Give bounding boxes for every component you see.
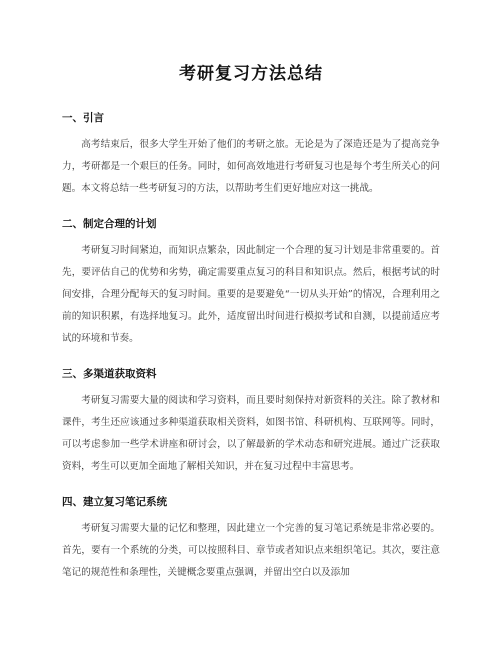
section-paragraph: 考研复习需要大量的阅读和学习资料，而且要时刻保持对新资料的关注。除了教材和课件，考生还应该通过多种渠道获取相关资料，如图书馆、科研机构、互联网等。同时，可以考虑参加一些学术讲座和研讨会，以了解最新的学术动态和研究进展。通过广泛获取资料，考生可以更加全面地了解相关知识，并在复习过程中丰富思考。 bbox=[62, 395, 440, 472]
section-paragraph: 考研复习时间紧迫，而知识点繁杂，因此制定一个合理的复习计划是非常重要的。首先，要评估自己的优势和劣势，确定需要重点复习的科目和知识点。然后，根据考试的时间安排，合理分配每天的复习时间。重要的是要避免“一切从头开始”的情况，合理利用之前的知识积累，有选择地复习。此外，适度留出时间进行模拟考试和自测，以提前适应考试的环境和节奏。 bbox=[62, 245, 440, 344]
section-heading: 三、多渠道获取资料 bbox=[62, 368, 157, 380]
section-heading: 一、引言 bbox=[62, 112, 104, 124]
section-notes bbox=[62, 492, 440, 584]
section-heading: 四、建立复习笔记系统 bbox=[62, 496, 167, 508]
section-introduction bbox=[62, 108, 440, 200]
section-paragraph: 考研复习需要大量的记忆和整理，因此建立一个完善的复习笔记系统是非常必要的。首先，要有一个系统的分类，可以按照科目、章节或者知识点来组织笔记。其次，要注意笔记的规范性和条理性，关键概念要重点强调，并留出空白以及添加 bbox=[62, 523, 440, 578]
section-paragraph: 高考结束后，很多大学生开始了他们的考研之旅。无论是为了深造还是为了提高竞争力，考研都是一个艰巨的任务。同时，如何高效地进行考研复习也是每个考生所关心的问题。本文将总结一些考研复习的方法，以帮助考生们更好地应对这一挑战。 bbox=[62, 139, 440, 194]
section-materials bbox=[62, 364, 440, 478]
section-heading: 二、制定合理的计划 bbox=[62, 218, 157, 230]
document-title: 考研复习方法总结 bbox=[179, 64, 323, 84]
section-plan bbox=[62, 214, 440, 350]
